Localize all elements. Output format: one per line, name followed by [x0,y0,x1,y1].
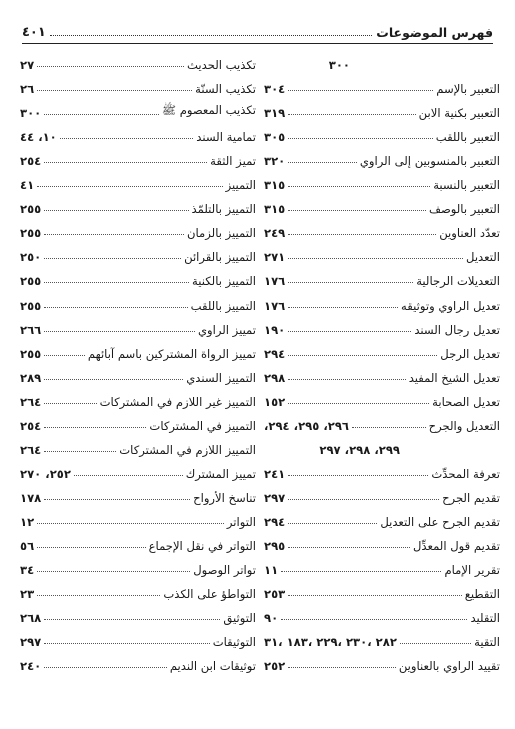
index-entry [264,577,500,601]
index-page-numbers: ٢٥٢ [264,659,286,674]
leader-dots [352,427,426,428]
index-entry [264,505,500,529]
index-entry [264,625,500,649]
index-entry [264,385,500,409]
index-page-numbers: ٣٤ [20,563,35,578]
index-entry [264,264,500,288]
index-term: تعديل الرجل [440,346,500,361]
leader-dots [44,619,220,620]
leader-dots [37,186,222,187]
leader-dots [44,307,187,308]
index-entry [20,72,256,96]
index-term: التواطؤ على الكذب [163,587,256,602]
index-term: تعديل الراوي وتوثيقه [401,298,500,313]
index-term: تناسخ الأرواح [193,490,256,505]
index-term: التعبير باللقب [435,130,500,145]
index-entry [264,433,500,457]
index-page-numbers: ٢٦٨ [20,611,42,626]
index-page-numbers: ٢٩٧ [20,635,42,650]
leader-dots [288,403,429,404]
index-page-numbers: ٢٥٢، ٢٧٠ [20,466,71,481]
page-header [22,18,493,44]
index-entry [20,168,256,192]
index-page-numbers: ٢٧ [20,58,35,73]
leader-dots [37,547,145,548]
index-term: التواتر [226,514,256,529]
index-page-numbers: ٢٦٦ [20,322,42,337]
index-column-right [264,48,500,673]
index-page-numbers: ٢٦٤ [20,442,42,457]
index-term: تكذيب المعصوم ﷺ [162,103,256,118]
leader-dots [44,499,190,500]
index-entry [20,288,256,312]
leader-dots [288,475,428,476]
index-entry [20,553,256,577]
index-entry [20,457,256,481]
index-entry [264,481,500,505]
leader-dots [288,331,411,332]
index-term: التعبير بالإسم [436,82,500,97]
index-term: التمييز بالتلمّذ [191,202,256,217]
index-page-numbers: ٣٠٠ [328,58,350,73]
index-term: تمييز الراوي [197,322,256,337]
index-term: تميز الثقة [210,154,256,169]
index-page-numbers: ٢٥٤ [20,154,42,169]
index-page-numbers: ٢٥٠ [20,250,42,265]
index-page-numbers: ١٧٨ [20,490,42,505]
index-entry [264,216,500,240]
index-page-numbers: ٣١٥ [264,202,286,217]
leader-dots [288,162,357,163]
index-term: التقليد [470,611,500,626]
leader-dots [44,643,209,644]
index-term: تمامية السند [196,130,256,145]
leader-dots [288,186,430,187]
leader-dots [44,379,183,380]
leader-dots [37,595,160,596]
index-page-numbers: ٢٥٥ [20,274,42,289]
leader-dots [44,210,188,211]
index-entry [264,361,500,385]
index-entry [20,313,256,337]
leader-dots [44,331,195,332]
index-page-numbers: ١٢ [20,514,35,529]
leader-dots [288,90,433,91]
index-page-numbers: ٢٩٥ [264,538,286,553]
leader-dots [37,90,192,91]
index-entry [264,457,500,481]
index-page-numbers: ٢٧١ [264,250,286,265]
index-page-numbers: ١٠، ٤٤ [20,130,57,145]
index-term: التمييز بالزمان [187,226,256,241]
leader-dots [44,355,85,356]
leader-dots [288,667,396,668]
index-page-numbers: ٣١٩ [264,106,286,121]
index-page-numbers: ١٧٦ [264,298,286,313]
index-entry [264,337,500,361]
index-term: التمييز بالقرائن [184,250,256,265]
index-page-numbers: ٢٩٦، ٢٩٥، ٢٩٤، [264,418,350,433]
leader-dots [288,523,377,524]
page-title: فهرس الموضوعات [376,25,493,40]
leader-dots [288,138,432,139]
index-term: التعديلات الرجالية [416,274,500,289]
index-entry [264,72,500,96]
index-term: التوثيق [223,611,256,626]
index-page-numbers: ٢٨٢ ،٢٣٠ ،٢٢٩ ،١٨٣ ،٣١ [264,635,397,650]
leader-dots [44,258,181,259]
index-entry [264,168,500,192]
index-entry [20,192,256,216]
index-page-numbers: ٢٩٨ [264,370,286,385]
index-page-numbers: ٢٦ [20,82,35,97]
leader-dots [37,571,190,572]
index-term: التوثيقات [212,635,256,650]
index-term: تكذيب السنّة [195,82,256,97]
index-term: التمييز [225,178,256,193]
index-page-numbers: ٣٢٠ [264,154,286,169]
index-page-numbers: ٢٣ [20,587,35,602]
index-term: تمييز الرواة المشتركين باسم آبائهم [87,346,256,361]
index-entry [20,144,256,168]
index-term: التمييز في المشتركات [149,418,256,433]
index-page-numbers: ٢٩٧ [264,490,286,505]
index-page-numbers: ٢٤١ [264,466,286,481]
index-page-numbers: ٣٠٥ [264,130,286,145]
index-term: التمييز السندي [186,370,256,385]
index-page-numbers: ٢٥٥ [20,202,42,217]
index-entry [20,96,256,120]
index-page-numbers: ٢٩٩، ٢٩٨، ٢٩٧ [319,442,400,457]
page-number: ٤٠١ [22,25,46,40]
index-entry [264,409,500,433]
index-page-numbers: ١٥٢ [264,394,286,409]
index-page-numbers: ١١ [264,563,279,578]
index-page-numbers: ١٧٦ [264,274,286,289]
index-page-numbers: ٢٥٣ [264,587,286,602]
index-term: تقرير الإمام [444,563,500,578]
leader-dots [288,595,461,596]
index-page-numbers: ٢٨٩ [20,370,42,385]
index-page-numbers: ٥٦ [20,538,35,553]
leader-dots [288,114,415,115]
index-entry [264,48,500,72]
index-term: تعديل الشيخ المفيد [408,370,500,385]
index-entry [264,96,500,120]
index-entry [264,529,500,553]
index-entry [264,120,500,144]
index-page-numbers: ٢٥٥ [20,346,42,361]
index-term: التمييز غير اللازم في المشتركات [99,394,256,409]
index-term: التعديل والجرح [428,418,500,433]
index-page-numbers: ٢٩٤ [264,514,286,529]
index-term: تكذيب الحديث [187,58,256,73]
index-entry [264,288,500,312]
index-term: التعبير بالوصف [428,202,500,217]
index-page-numbers: ١٩٠ [264,322,286,337]
index-term: توثيقات ابن النديم [169,659,256,674]
index-term: تقديم قول المعدِّل [412,538,500,553]
index-term: التمييز اللازم في المشتركات [119,442,256,457]
index-term: التمييز باللقب [190,298,256,313]
leader-dots [37,66,184,67]
index-page-numbers: ٢٤٩ [264,226,286,241]
leader-dots [288,234,436,235]
index-entry [20,337,256,361]
index-term: تواتر الوصول [193,563,256,578]
leader-dots [44,427,146,428]
index-page-numbers: ٣٠٠ [20,106,42,121]
index-entry [20,529,256,553]
index-page-numbers: ٢٥٥ [20,226,42,241]
index-term: التعبير بالمنسوبين إلى الراوي [359,154,500,169]
index-entry [20,409,256,433]
leader-dots [44,667,167,668]
index-term: التقية [474,635,500,650]
index-entry [264,192,500,216]
index-entry [264,313,500,337]
index-term: التمييز بالكنية [192,274,256,289]
index-page-numbers: ٤١ [20,178,35,193]
leader-dots [44,114,159,115]
index-entry [264,144,500,168]
index-term: تقديم الجرح [442,490,500,505]
leader-dots [288,547,410,548]
leader-dots [44,282,189,283]
index-page-numbers: ٢٤٠ [20,659,42,674]
index-entry [20,240,256,264]
leader-dots [288,282,413,283]
index-term: التعديل [466,250,500,265]
header-leader-dots [50,35,372,36]
index-entry [20,601,256,625]
index-entry [20,120,256,144]
index-entry [20,625,256,649]
index-entry [264,240,500,264]
index-page-numbers: ٣٠٤ [264,82,286,97]
leader-dots [281,619,467,620]
leader-dots [288,379,405,380]
index-column-left [20,48,256,673]
index-entry [20,216,256,240]
leader-dots [37,523,224,524]
index-entry [20,264,256,288]
index-term: التواتر في نقل الإجماع [148,538,256,553]
index-entry [20,361,256,385]
index-term: التعبير بكنية الابن [418,106,500,121]
leader-dots [60,138,193,139]
index-entry [264,553,500,577]
leader-dots [288,258,463,259]
leader-dots [74,475,183,476]
leader-dots [44,162,207,163]
leader-dots [281,571,441,572]
leader-dots [288,355,437,356]
index-page-numbers: ٣١٥ [264,178,286,193]
leader-dots [44,234,184,235]
leader-dots [44,451,116,452]
index-entry [20,577,256,601]
index-term: تمييز المشترك [185,466,256,481]
index-entry [20,433,256,457]
leader-dots [288,499,439,500]
index-entry [20,481,256,505]
leader-dots [288,210,426,211]
index-term: تقديم الجرح على التعديل [380,514,500,529]
index-page-numbers: ٢٩٤ [264,346,286,361]
index-page-numbers: ٢٥٥ [20,298,42,313]
index-entry [20,505,256,529]
index-page-numbers: ٩٠ [264,611,279,626]
index-term: تعدّد العناوين [439,226,500,241]
index-page-numbers: ٢٦٤ [20,394,42,409]
index-term: تقييد الراوي بالعناوين [398,659,500,674]
index-entry [20,385,256,409]
index-entry [20,649,256,673]
index-entry [20,48,256,72]
leader-dots [44,403,96,404]
index-term: تعديل رجال السند [414,322,500,337]
index-entry [264,649,500,673]
index-page-numbers: ٢٥٤ [20,418,42,433]
index-entry [264,601,500,625]
index-term: التعبير بالنسبة [433,178,500,193]
leader-dots [288,307,398,308]
index-term: تعديل الصحابة [432,394,500,409]
leader-dots [400,643,471,644]
index-term: تعرفة المحدِّث [431,466,500,481]
index-term: التقطيع [464,587,500,602]
